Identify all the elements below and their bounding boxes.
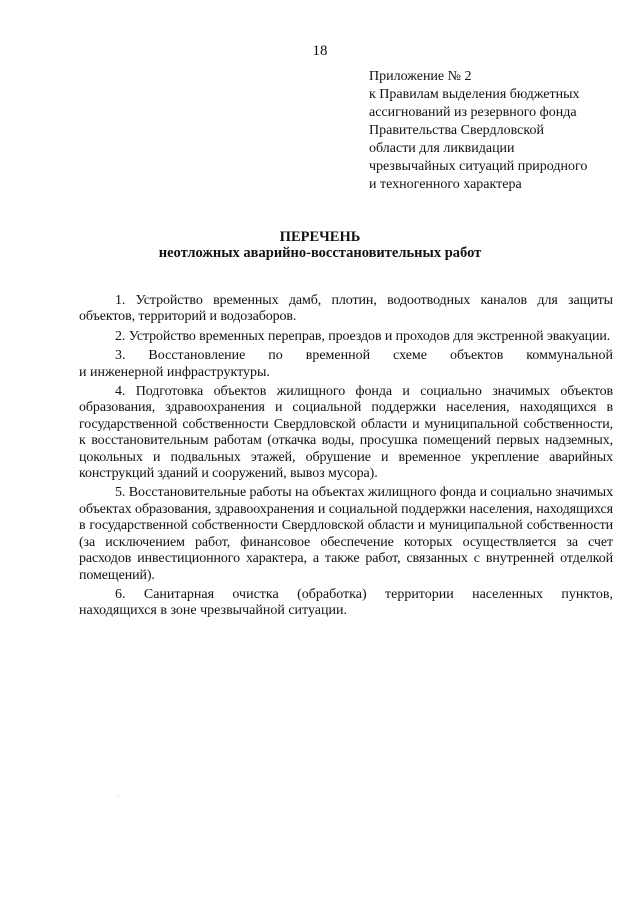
appendix-line: Приложение № 2 xyxy=(369,69,472,84)
document-body xyxy=(79,293,613,623)
list-item: 1. Устройство временных дамб, плотин, водоотводных каналов для защиты объектов, территорий и водозаборов. xyxy=(79,293,613,325)
document-subtitle: неотложных аварийно-восстановительных работ xyxy=(158,245,482,261)
list-item-line: 6. Санитарная очистка (обработка) территории населенных пунктов, xyxy=(115,586,613,602)
appendix-line: Правительства Свердловской xyxy=(369,123,544,138)
appendix-line: к Правилам выделения бюджетных xyxy=(369,87,580,102)
list-item-line: и инженерной инфраструктуры. xyxy=(79,364,270,380)
list-item xyxy=(79,348,613,381)
list-item: 5. Восстановительные работы на объектах жилищного фонда и социально значимых объектах образования, здравоохранения и социальной поддержки населения, находящихся в государственной собственности Свердловской области и муниципальной собственности (за исключением работ, финансовое обеспечение которых осуществляется за счет расходов инвестиционного характера, а также работ, связанных с внутренней отделкой помещений). xyxy=(79,485,613,583)
appendix-line: чрезвычайных ситуаций природного xyxy=(369,159,588,174)
appendix-line: и техногенного характера xyxy=(369,177,522,192)
list-item: 2. Устройство временных переправ, проездов и проходов для экстренной эвакуации. xyxy=(115,328,611,344)
list-item-line: находящихся в зоне чрезвычайной ситуации. xyxy=(79,603,347,619)
appendix-line: ассигнований из резервного фонда xyxy=(369,105,577,120)
list-item-line: 3. Восстановление по временной схеме объектов коммунальной xyxy=(115,348,613,364)
document-title: ПЕРЕЧЕНЬ xyxy=(279,229,361,245)
scan-speck xyxy=(118,796,119,797)
list-item xyxy=(79,587,613,620)
list-item: 4. Подготовка объектов жилищного фонда и социально значимых объектов образования, здравоохранения и социальной поддержки населения, находящихся в государственной собственности Свердловской области и муниципальной собственности, к восстановительным работам (откачка воды, просушка помещений первых надземных, цокольных и подвальных этажей, обрушение и временное укрепление аварийных конструкций зданий и сооружений, вывоз мусора). xyxy=(79,384,613,482)
appendix-line: области для ликвидации xyxy=(369,141,515,156)
page-number: 18 xyxy=(312,43,328,59)
appendix-header xyxy=(369,68,629,194)
